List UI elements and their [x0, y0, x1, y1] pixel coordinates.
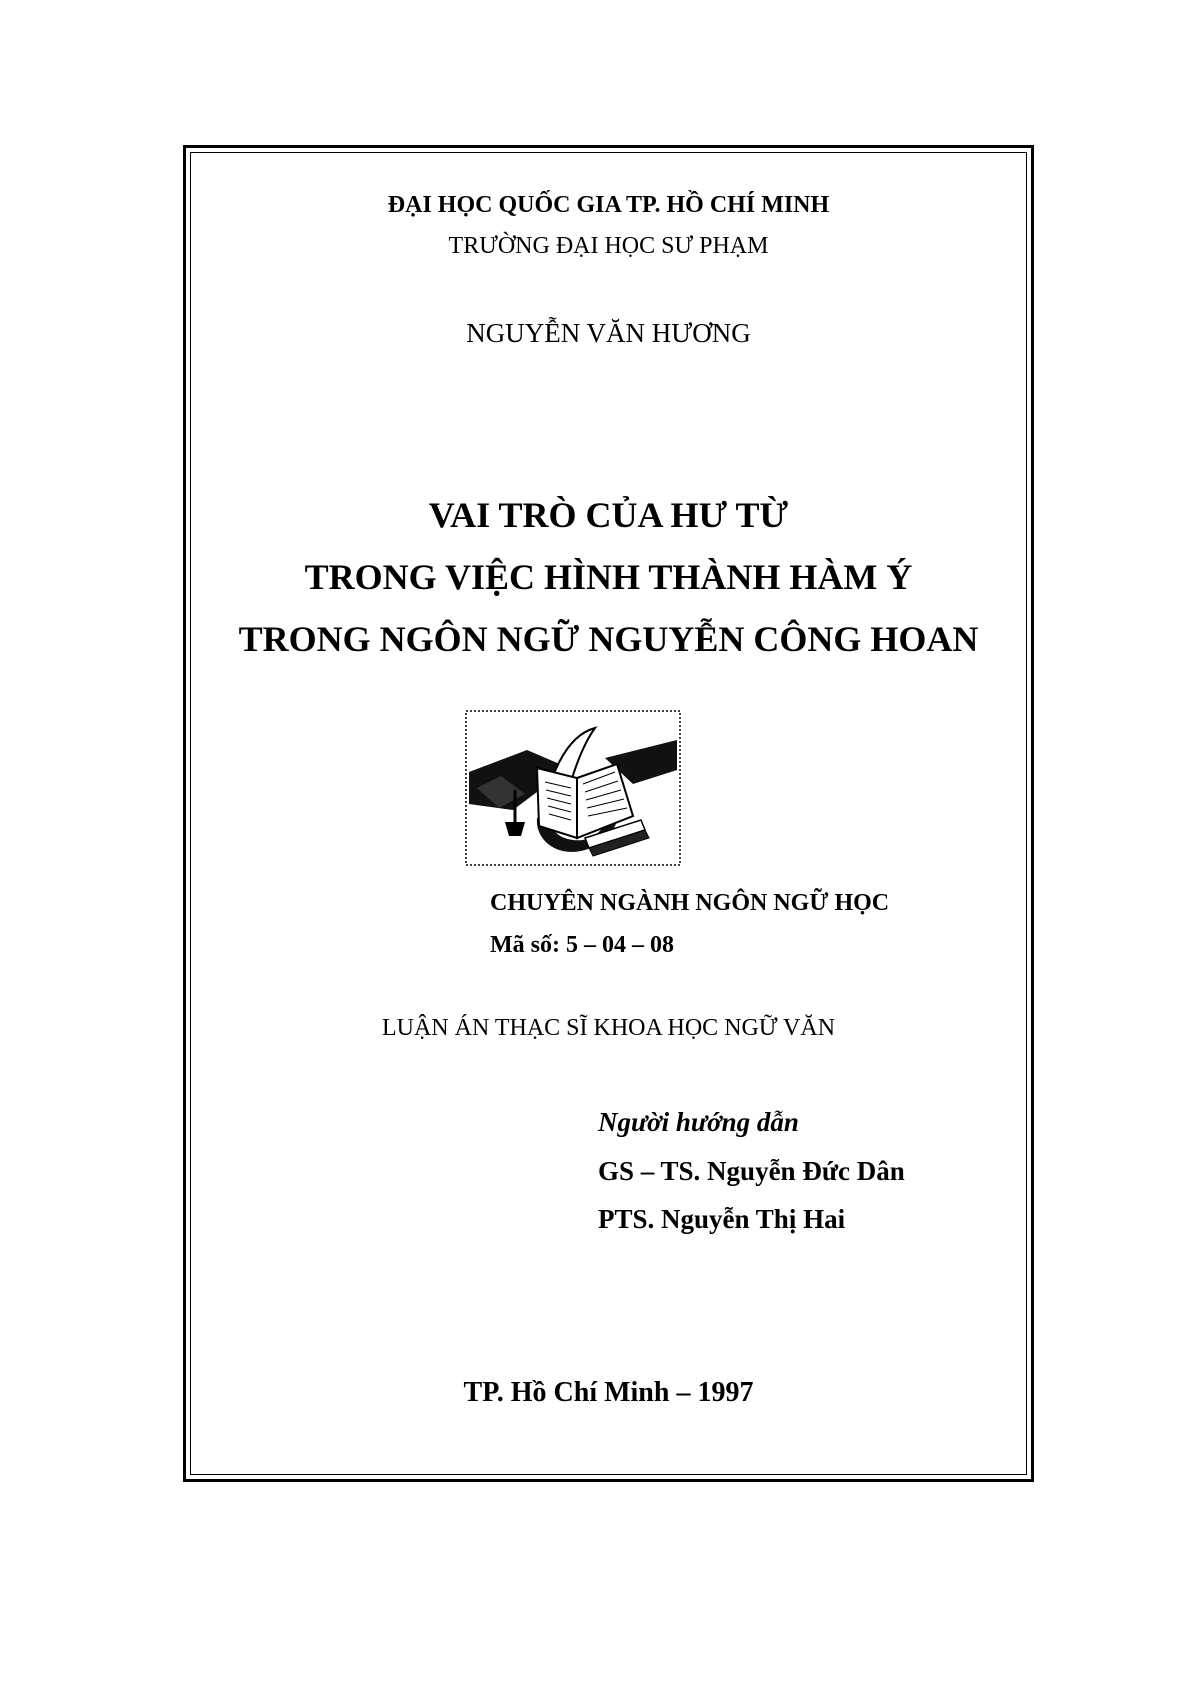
- place-and-year: TP. Hồ Chí Minh – 1997: [463, 1377, 754, 1408]
- author-name: NGUYỄN VĂN HƯƠNG: [466, 318, 751, 348]
- specialty: CHUYÊN NGÀNH NGÔN NGỮ HỌC: [490, 890, 890, 916]
- advisor-name: PTS. Nguyễn Thị Hai: [598, 1204, 846, 1234]
- advisor-label: Người hướng dẫn: [598, 1107, 799, 1137]
- thesis-title-line-3: TRONG NGÔN NGỮ NGUYỄN CÔNG HOAN: [238, 619, 979, 659]
- specialty-code: Mã số: 5 – 04 – 08: [490, 932, 674, 958]
- degree-title: LUẬN ÁN THẠC SĨ KHOA HỌC NGỮ VĂN: [381, 1015, 836, 1041]
- university-name: ĐẠI HỌC QUỐC GIA TP. HỒ CHÍ MINH: [387, 192, 830, 218]
- thesis-title-line-2: TRONG VIỆC HÌNH THÀNH HÀM Ý: [304, 557, 913, 597]
- advisor-name: GS – TS. Nguyễn Đức Dân: [598, 1156, 905, 1186]
- graduation-cap-book-icon: [465, 710, 681, 866]
- school-name: TRƯỜNG ĐẠI HỌC SƯ PHẠM: [448, 233, 769, 259]
- thesis-title-line-1: VAI TRÒ CỦA HƯ TỪ: [428, 495, 789, 535]
